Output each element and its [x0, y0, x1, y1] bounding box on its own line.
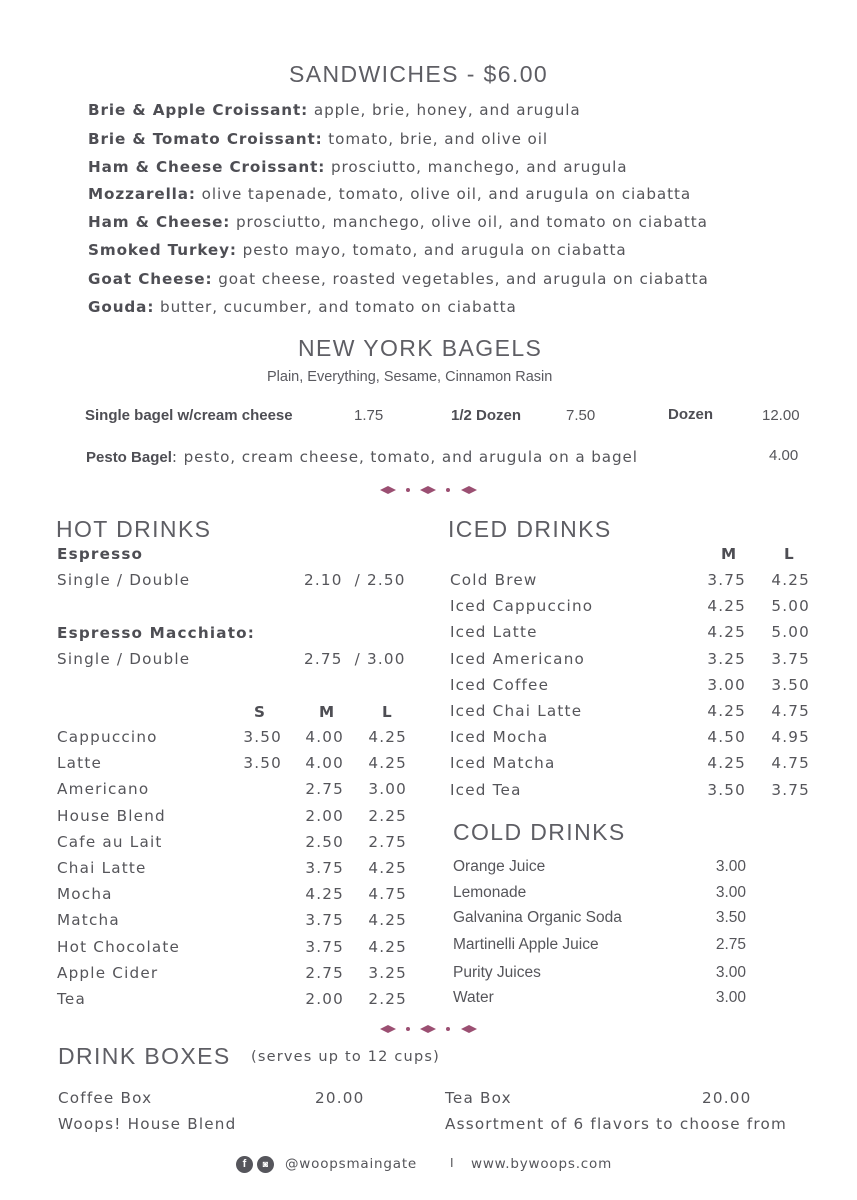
- tea-box-price: 20.00: [702, 1089, 752, 1107]
- size-header-m: M: [319, 703, 336, 721]
- half-dozen-price: 7.50: [566, 407, 596, 424]
- iced-drink-name: Iced Mocha: [450, 728, 549, 747]
- iced-drink-price-l: 3.75: [771, 780, 810, 799]
- iced-drinks-title: ICED DRINKS: [448, 516, 612, 542]
- sandwich-item: Smoked Turkey: pesto mayo, tomato, and arugula on ciabatta: [88, 241, 627, 259]
- iced-drink-price-m: 3.50: [707, 780, 746, 799]
- cold-drink-name: Lemonade: [453, 884, 527, 901]
- sandwich-item: Goat Cheese: goat cheese, roasted vegetables, and arugula on ciabatta: [88, 270, 709, 288]
- hot-drink-price-m: 3.75: [305, 859, 344, 877]
- iced-drink-price-m: 4.25: [707, 597, 746, 616]
- drink-boxes-title: DRINK BOXES: [58, 1043, 231, 1069]
- iced-drink-price-l: 3.50: [771, 675, 810, 694]
- pesto-bagel-price: 4.00: [769, 447, 799, 464]
- hot-drink-price-m: 4.00: [305, 754, 344, 773]
- facebook-icon[interactable]: f: [236, 1156, 253, 1173]
- iced-drink-price-m: 4.50: [707, 728, 746, 747]
- bagels-subtitle: Plain, Everything, Sesame, Cinnamon Rasin: [267, 369, 553, 385]
- cold-drink-price: 3.00: [715, 884, 746, 901]
- hot-drink-price-l: 4.25: [368, 754, 407, 773]
- drink-boxes-note: (serves up to 12 cups): [251, 1049, 440, 1065]
- cold-drink-price: 3.00: [715, 964, 746, 981]
- hot-drink-name: Latte: [57, 754, 103, 773]
- hot-drink-price-l: 2.25: [368, 806, 407, 825]
- sandwiches-title: SANDWICHES - $6.00: [289, 61, 549, 87]
- hot-drink-price-l: 4.75: [368, 885, 407, 904]
- cold-drink-price: 3.00: [715, 858, 746, 875]
- cold-drink-price: 3.50: [715, 909, 746, 926]
- pesto-bagel: Pesto Bagel: pesto, cream cheese, tomato, and arugula on a bagel: [86, 448, 638, 466]
- hot-drink-price-m: 2.75: [305, 963, 344, 982]
- iced-drink-name: Iced Coffee: [450, 675, 550, 694]
- size-header-s: S: [254, 703, 267, 721]
- hot-drink-price-m: 2.50: [305, 832, 344, 851]
- iced-drink-price-m: 3.00: [707, 675, 746, 694]
- iced-drink-price-l: 4.75: [771, 754, 810, 773]
- hot-drink-name: Americano: [57, 780, 150, 799]
- iced-drink-name: Cold Brew: [450, 571, 538, 589]
- hot-drink-name: Apple Cider: [57, 963, 159, 982]
- hot-drink-price-l: 2.25: [368, 990, 407, 1008]
- iced-drink-name: Iced Matcha: [450, 754, 556, 773]
- hot-drink-price-l: 4.25: [368, 728, 407, 746]
- espresso-sizes: Single / Double: [57, 571, 191, 589]
- hot-drink-price-m: 4.00: [305, 728, 344, 746]
- cold-drink-price: 2.75: [715, 936, 746, 953]
- hot-drink-price-l: 4.25: [368, 911, 407, 930]
- iced-drink-price-m: 4.25: [707, 754, 746, 773]
- social-handle[interactable]: @woopsmaingate: [285, 1156, 418, 1172]
- iced-drink-price-m: 3.25: [707, 649, 746, 668]
- cold-drinks-title: COLD DRINKS: [453, 819, 626, 845]
- sandwich-item: Ham & Cheese Croissant: prosciutto, manchego, and arugula: [88, 158, 628, 176]
- espresso-prices: 2.10 / 2.50: [304, 571, 406, 589]
- tea-box-sub: Assortment of 6 flavors to choose from: [445, 1115, 788, 1133]
- iced-size-header-l: L: [784, 545, 795, 563]
- single-bagel-price: 1.75: [354, 407, 384, 424]
- tea-box-label: Tea Box: [445, 1089, 512, 1107]
- iced-drink-price-l: 4.75: [771, 702, 810, 720]
- hot-drink-price-m: 3.75: [305, 911, 344, 930]
- cold-drink-name: Galvanina Organic Soda: [453, 909, 622, 926]
- cold-drink-name: Purity Juices: [453, 964, 541, 981]
- hot-drink-price-s: 3.50: [243, 754, 282, 773]
- iced-drink-name: Iced Americano: [450, 649, 586, 668]
- coffee-box-sub: Woops! House Blend: [58, 1115, 237, 1133]
- size-header-l: L: [382, 703, 393, 721]
- macchiato-prices: 2.75 / 3.00: [304, 650, 406, 668]
- hot-drink-price-m: 2.75: [305, 780, 344, 799]
- website-link[interactable]: www.bywoops.com: [471, 1156, 613, 1172]
- cold-drink-name: Water: [453, 989, 494, 1006]
- hot-drink-name: Chai Latte: [57, 859, 147, 877]
- iced-drink-price-m: 4.25: [707, 702, 746, 720]
- coffee-box-label: Coffee Box: [58, 1089, 153, 1107]
- dozen-price: 12.00: [762, 407, 800, 424]
- diamond-dots-icon: [380, 1023, 478, 1035]
- hot-drink-price-m: 2.00: [305, 990, 344, 1008]
- sandwich-item: Ham & Cheese: prosciutto, manchego, olive oil, and tomato on ciabatta: [88, 213, 708, 231]
- iced-drink-price-l: 4.95: [771, 728, 810, 747]
- hot-drink-name: Hot Chocolate: [57, 937, 181, 956]
- ornament-divider: [380, 1023, 478, 1035]
- hot-drink-name: Cappuccino: [57, 728, 158, 746]
- coffee-box-price: 20.00: [315, 1089, 365, 1107]
- iced-drink-price-l: 3.75: [771, 649, 810, 668]
- hot-drink-price-m: 4.25: [305, 885, 344, 904]
- iced-drink-name: Iced Cappuccino: [450, 597, 594, 616]
- hot-drink-name: House Blend: [57, 806, 166, 825]
- iced-drink-name: Iced Tea: [450, 780, 522, 799]
- hot-drink-price-m: 2.00: [305, 806, 344, 825]
- hot-drink-price-l: 3.25: [368, 963, 407, 982]
- instagram-icon[interactable]: ◙: [257, 1156, 274, 1173]
- sandwich-item: Mozzarella: olive tapenade, tomato, olive oil, and arugula on ciabatta: [88, 185, 692, 203]
- ornament-divider: [380, 484, 478, 496]
- iced-drink-price-l: 4.25: [771, 571, 810, 589]
- hot-drink-name: Cafe au Lait: [57, 832, 163, 851]
- hot-drink-price-l: 4.25: [368, 859, 407, 877]
- hot-drink-price-m: 3.75: [305, 937, 344, 956]
- iced-drink-name: Iced Latte: [450, 623, 538, 642]
- hot-drink-name: Matcha: [57, 911, 120, 930]
- hot-drink-price-l: 3.00: [368, 780, 407, 799]
- sandwich-item: Brie & Apple Croissant: apple, brie, honey, and arugula: [88, 101, 581, 119]
- sandwich-item: Gouda: butter, cucumber, and tomato on ciabatta: [88, 298, 517, 316]
- macchiato-sizes: Single / Double: [57, 650, 191, 668]
- dozen-label: Dozen: [668, 406, 713, 423]
- iced-drink-price-l: 5.00: [771, 623, 810, 642]
- espresso-label: Espresso: [57, 545, 144, 563]
- hot-drink-name: Mocha: [57, 885, 113, 904]
- footer-separator: I: [450, 1156, 455, 1170]
- macchiato-label: Espresso Macchiato:: [57, 624, 256, 642]
- cold-drink-price: 3.00: [715, 989, 746, 1006]
- iced-drink-price-m: 4.25: [707, 623, 746, 642]
- cold-drink-name: Orange Juice: [453, 858, 546, 875]
- single-bagel-label: Single bagel w/cream cheese: [85, 407, 293, 424]
- iced-size-header-m: M: [721, 545, 738, 563]
- bagels-title: NEW YORK BAGELS: [298, 335, 543, 361]
- iced-drink-name: Iced Chai Latte: [450, 702, 583, 720]
- half-dozen-label: 1/2 Dozen: [451, 407, 522, 424]
- hot-drink-price-l: 4.25: [368, 937, 407, 956]
- cold-drink-name: Martinelli Apple Juice: [453, 936, 599, 953]
- diamond-dots-icon: [380, 484, 478, 496]
- iced-drink-price-m: 3.75: [707, 571, 746, 589]
- sandwich-item: Brie & Tomato Croissant: tomato, brie, and olive oil: [88, 130, 548, 148]
- hot-drink-price-l: 2.75: [368, 832, 407, 851]
- iced-drink-price-l: 5.00: [771, 597, 810, 616]
- hot-drink-price-s: 3.50: [243, 728, 282, 746]
- hot-drink-name: Tea: [57, 990, 86, 1008]
- hot-drinks-title: HOT DRINKS: [56, 516, 212, 542]
